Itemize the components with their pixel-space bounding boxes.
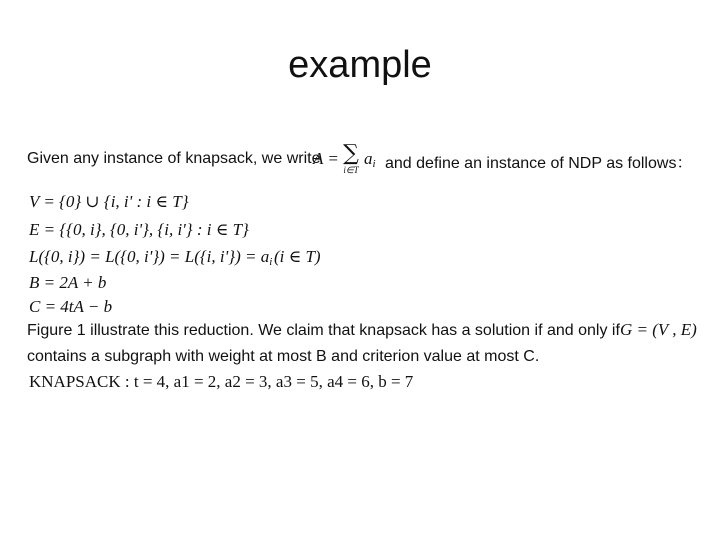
graph-expression [620, 320, 697, 340]
equation-length-condition-text: (i ∈ T) [274, 247, 321, 266]
sum-lhs-text: A = [313, 149, 339, 168]
equation-length [29, 247, 272, 268]
sum-lhs [313, 149, 339, 169]
slide-title: example [288, 44, 432, 86]
equation-length-condition [274, 247, 321, 267]
equation-edge-set [29, 220, 249, 240]
sum-term-a: a [364, 149, 373, 168]
equation-bound-b [29, 273, 106, 293]
knapsack-instance: KNAPSACK : t = 4, a1 = 2, a2 = 3, a3 = 5, a4 = 6, b = 7 [29, 372, 414, 391]
sum-index: i∈T [343, 165, 359, 175]
intro-text-continued: and define an instance of NDP as follows： [385, 155, 693, 172]
reduction-claim-continued: contains a subgraph with weight at most B and criterion value at most C. [27, 348, 540, 365]
sum-symbol-group [340, 143, 362, 175]
equation-bound-c-text: C = 4tA − b [29, 297, 113, 316]
equation-length-text: L({0, i}) = L({0, i'}) = L({i, i'}) = a [29, 247, 270, 266]
equation-bound-b-text: B = 2A + b [29, 273, 107, 292]
graph-expression-text: G = (V , E) [620, 320, 697, 339]
equation-vertex-set-text: V = {0} ∪ {i, i' : i ∈ T} [29, 192, 189, 211]
equation-vertex-set [29, 192, 189, 212]
equation-bound-c [29, 297, 112, 317]
reduction-claim-text: Figure 1 illustrate this reduction. We claim that knapsack has a solution if and only if [27, 322, 620, 339]
sum-symbol: ∑ [343, 141, 359, 166]
equation-length-sub: i [269, 256, 273, 268]
sum-term [364, 149, 376, 170]
equation-edge-set-text: E = {{0, i}, {0, i'}, {i, i'} : i ∈ T} [29, 220, 249, 239]
intro-text: Given any instance of knapsack, we write [27, 150, 321, 167]
sum-term-sub: i [372, 158, 376, 170]
